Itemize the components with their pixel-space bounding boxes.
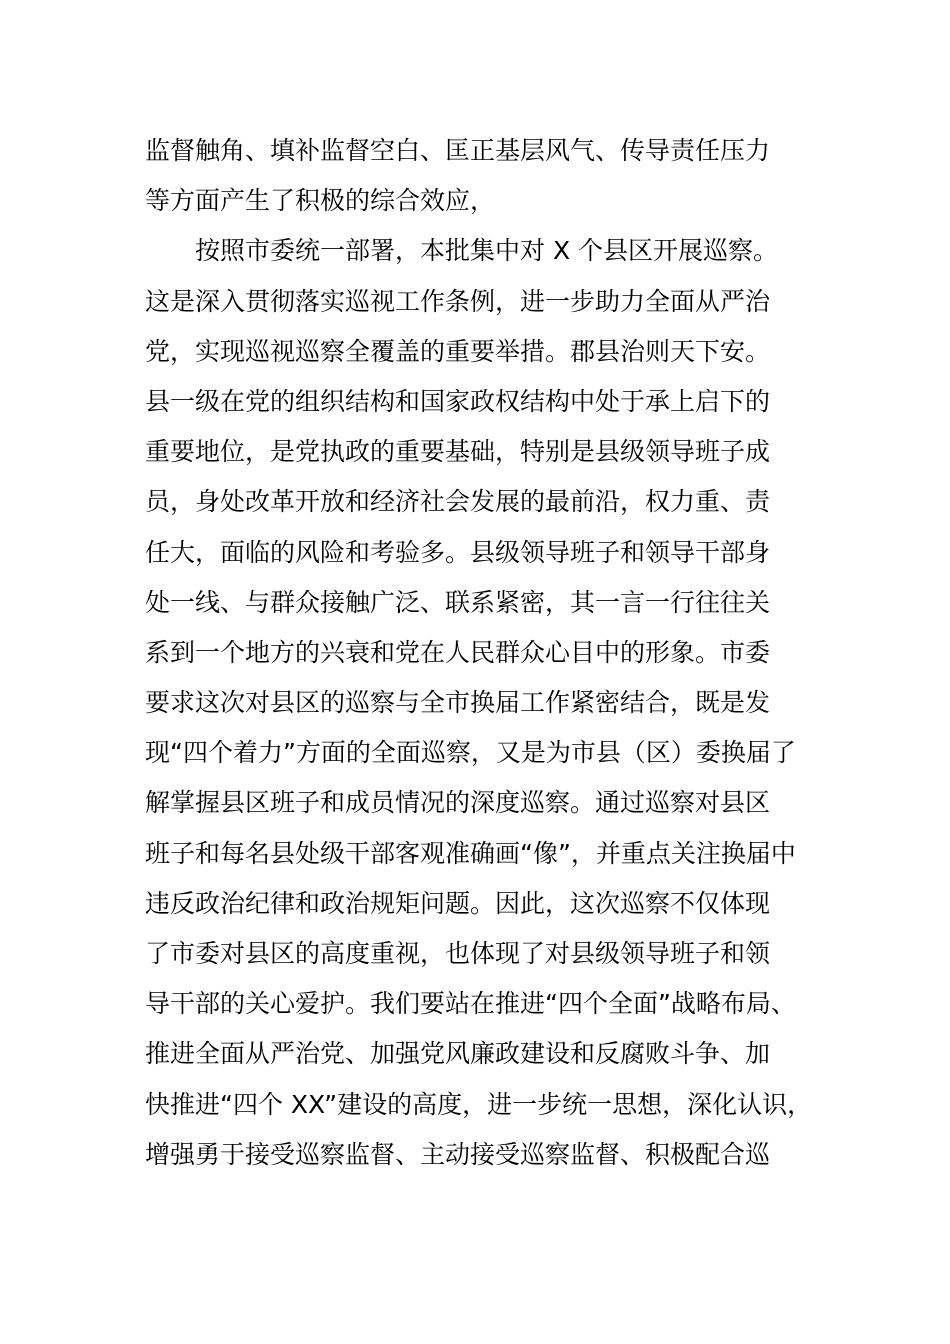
text-line: 重要地位，是党执政的重要基础，特别是县级领导班子成 [145, 437, 771, 467]
text-line: 了市委对县区的高度重视，也体现了对县级领导班子和领 [145, 939, 771, 968]
text-line: 处一线、与群众接触广泛、联系紧密，其一言一行往往关 [145, 587, 771, 617]
text-line: 导干部的关心爱护。我们要站在推进“四个全面”战略布局、 [145, 989, 796, 1019]
text-line: 县一级在党的组织结构和国家政权结构中处于承上启下的 [145, 386, 771, 416]
text-line: 现“四个着力”方面的全面巡察，又是为市县（区）委换届了 [145, 738, 796, 768]
text-line: 推进全面从严治党、加强党风廉政建设和反腐败斗争、加 [145, 1039, 771, 1069]
text-line: 增强勇于接受巡察监督、主动接受巡察监督、积极配合巡 [145, 1139, 771, 1169]
text-line: 党，实现巡视巡察全覆盖的重要举措。郡县治则天下安。 [145, 336, 771, 366]
text-line: 等方面产生了积极的综合效应， [145, 186, 496, 216]
text-line: 要求这次对县区的巡察与全市换届工作紧密结合，既是发 [145, 688, 771, 718]
text-line: 监督触角、填补监督空白、匡正基层风气、传导责任压力 [145, 136, 771, 165]
text-line: 班子和每名县处级干部客观准确画“像”，并重点关注换届中 [145, 838, 796, 868]
text-line: 系到一个地方的兴衰和党在人民群众心目中的形象。市委 [145, 637, 771, 667]
paragraph-first-line: 按照市委统一部署，本批集中对 X 个县区开展巡察。 [195, 236, 779, 266]
text-line: 快推进“四个 XX”建设的高度，进一步统一思想，深化认识， [145, 1089, 813, 1119]
text-line: 这是深入贯彻落实巡视工作条例，进一步助力全面从严治 [145, 286, 771, 316]
text-line: 员，身处改革开放和经济社会发展的最前沿，权力重、责 [145, 487, 771, 517]
text-line: 解掌握县区班子和成员情况的深度巡察。通过巡察对县区 [145, 788, 771, 818]
body-text [145, 126, 825, 1180]
text-line: 违反政治纪律和政治规矩问题。因此，这次巡察不仅体现 [145, 888, 771, 918]
text-line: 任大，面临的风险和考验多。县级领导班子和领导干部身 [145, 537, 771, 567]
